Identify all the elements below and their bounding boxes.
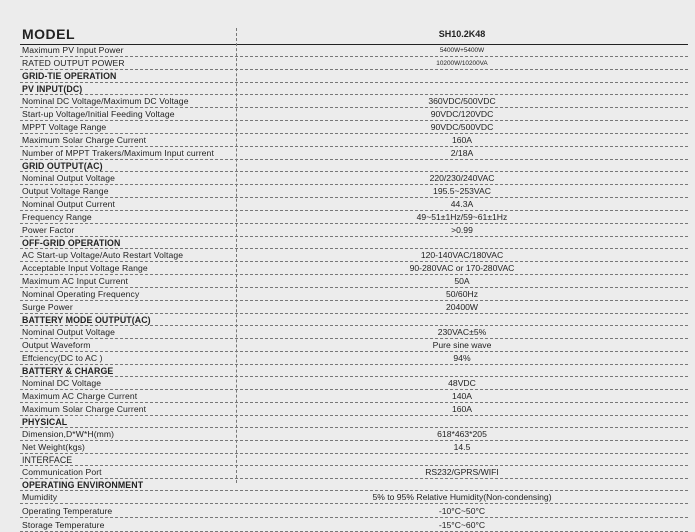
spec-label: AC Start-up Voltage/Auto Restart Voltage (22, 250, 184, 260)
spec-value: 44.3A (450, 199, 474, 209)
spec-value: RS232/GPRS/WIFI (425, 467, 499, 477)
spec-row (20, 428, 688, 441)
spec-label: Nominal Output Voltage (22, 327, 115, 337)
spec-value: -10°C~50°C (438, 505, 486, 516)
spec-value: 48VDC (448, 378, 476, 388)
spec-value: 2/18A (450, 148, 474, 158)
section-title: OFF-GRID OPERATION (22, 237, 121, 248)
spec-row (20, 275, 688, 288)
spec-row (20, 185, 688, 198)
model-value: SH10.2K48 (438, 29, 486, 39)
section-header-row (20, 314, 688, 326)
spec-row (20, 390, 688, 403)
spec-label: Nominal Operating Frequency (22, 289, 140, 299)
section-title: BATTERY MODE OUTPUT(AC) (22, 314, 151, 325)
spec-label: Power Factor (22, 225, 75, 235)
spec-value: 90-280VAC or 170-280VAC (409, 263, 515, 273)
spec-row (20, 339, 688, 352)
spec-row (20, 211, 688, 224)
spec-label: Maximum AC Charge Current (22, 391, 138, 401)
spec-value: 50/60Hz (445, 289, 478, 299)
section-title: BATTERY & CHARGE (22, 365, 114, 376)
spec-row (20, 224, 688, 237)
section-title: OPERATING ENVIRONMENT (22, 479, 144, 490)
spec-row (20, 134, 688, 147)
spec-label: Maximum AC Input Current (22, 276, 129, 286)
spec-value: -15°C~60°C (438, 519, 486, 530)
section-header-row (20, 160, 688, 172)
spec-label: Maximum Solar Charge Current (22, 404, 147, 414)
spec-label: Nominal DC Voltage/Maximum DC Voltage (22, 96, 189, 106)
spec-value: 120-140VAC/180VAC (420, 250, 504, 260)
spec-label: Storage Temperature (22, 519, 105, 530)
spec-label: Nominal Output Voltage (22, 173, 115, 183)
spec-row (20, 504, 688, 518)
spec-row (20, 441, 688, 454)
spec-row (20, 172, 688, 185)
spec-label: Nominal DC Voltage (22, 378, 102, 388)
spec-label: Frequency Range (22, 212, 92, 222)
spec-row (20, 95, 688, 108)
spec-value: 140A (451, 391, 473, 401)
spec-value: 5% to 95% Relative Humidity(Non-condensing) (372, 492, 552, 502)
spec-value: 160A (451, 404, 473, 414)
section-header-row (20, 83, 688, 95)
spec-value: 160A (451, 135, 473, 145)
spec-row (20, 249, 688, 262)
spec-label: Output Voltage Range (22, 186, 109, 196)
spec-value: 90VDC/500VDC (430, 122, 494, 132)
spec-label: Maximum PV Input Power (22, 45, 124, 55)
spec-row (20, 377, 688, 390)
spec-value: 618*463*205 (437, 429, 487, 439)
spec-value: 20400W (445, 302, 478, 312)
section-title: GRID OUTPUT(AC) (22, 160, 103, 171)
spec-label: Nominal Output Current (22, 199, 115, 209)
spec-value: 230VAC±5% (437, 327, 487, 337)
spec-label: Dimension,D*W*H(mm) (22, 429, 115, 439)
section-title: PHYSICAL (22, 416, 68, 427)
spec-row (20, 198, 688, 211)
section-header-row (20, 365, 688, 377)
spec-label: Acceptable Input Voltage Range (22, 263, 148, 273)
spec-row (20, 44, 688, 57)
spec-row (20, 57, 688, 70)
section-header-row (20, 416, 688, 428)
spec-value: 49~51±1Hz/59~61±1Hz (416, 212, 508, 222)
spec-value: 90VDC/120VDC (430, 109, 494, 119)
section-title: PV INPUT(DC) (22, 83, 83, 94)
section-title: INTERFACE (22, 454, 73, 465)
section-header-row (20, 237, 688, 249)
spec-label: Start-up Voltage/Initial Feeding Voltage (22, 109, 175, 119)
spec-row (20, 288, 688, 301)
spec-row (20, 301, 688, 314)
spec-label: Number of MPPT Trakers/Maximum Input current (22, 148, 214, 158)
spec-row (20, 326, 688, 339)
section-header-row (20, 70, 688, 83)
spec-value: 94% (453, 353, 471, 363)
spec-label: Communication Port (22, 467, 102, 477)
spec-label: Maximum Solar Charge Current (22, 135, 147, 145)
spec-row (20, 262, 688, 275)
spec-row (20, 403, 688, 416)
spec-row (20, 352, 688, 365)
section-header-row (20, 479, 688, 491)
spec-label: Mumidity (22, 492, 58, 502)
spec-value: >0.99 (451, 225, 473, 235)
spec-label: Effciency(DC to AC ) (22, 353, 103, 363)
spec-label: Operating Temperature (22, 505, 113, 516)
spec-value: 220/230/240VAC (429, 173, 495, 183)
spec-value: 10200W/10200VA (436, 59, 488, 67)
model-label: MODEL (22, 26, 76, 42)
spec-label: Output Waveform (22, 340, 91, 350)
spec-row (20, 147, 688, 160)
spec-value: 14.5 (453, 442, 471, 452)
spec-row (20, 121, 688, 134)
spec-value: Pure sine wave (432, 340, 492, 350)
spec-value: 195.5~253VAC (433, 186, 491, 196)
spec-row (20, 108, 688, 121)
spec-row (20, 518, 688, 532)
spec-row (20, 466, 688, 479)
spec-table (20, 44, 688, 532)
spec-label: Surge Power (22, 302, 73, 312)
spec-label: Net Weight(kgs) (22, 442, 85, 452)
spec-label: MPPT Voltage Range (22, 122, 107, 132)
spec-label: RATED OUTPUT POWER (22, 58, 125, 68)
spec-row (20, 491, 688, 504)
column-divider (236, 28, 237, 483)
section-title: GRID-TIE OPERATION (22, 71, 117, 81)
spec-value: 50A (454, 276, 470, 286)
model-header-row (20, 26, 688, 45)
section-header-row (20, 454, 688, 466)
spec-value: 360VDC/500VDC (428, 96, 496, 106)
spec-value: 5400W+5400W (439, 46, 485, 54)
